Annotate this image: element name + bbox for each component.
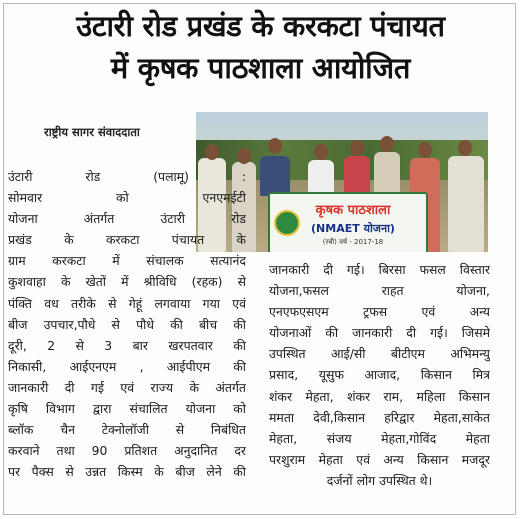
person-head	[205, 144, 219, 160]
column-line: उपस्थित आई/सी बीटीएम अभिमन्यु	[269, 346, 490, 362]
column-line: दर्जनों लोग उपस्थित थे।	[326, 472, 433, 488]
person-figure	[448, 156, 484, 252]
column-line: कुशवाहा के खेतों में श्रीविधि (रहक) से	[8, 274, 246, 290]
person-head	[380, 136, 394, 152]
column-line: कृषि विभाग द्वारा संचालित योजना को	[8, 401, 246, 417]
column-line: सोमवार को एनएमईटी	[8, 190, 246, 206]
banner-title: कृषक पाठशाला	[315, 203, 391, 218]
column-line: परशुराम मेहता एवं अन्य किसान मजदूर	[269, 451, 490, 467]
person-head	[350, 140, 364, 156]
column-line: योजना अंतर्गत उंटारी रोड	[8, 211, 246, 227]
person-figure	[308, 160, 334, 196]
column-line: उंटारी रोड (पलामू) :	[8, 169, 246, 184]
person-figure	[344, 156, 370, 196]
article-column-2	[269, 259, 490, 491]
column-line: पर पैक्स से उन्नत किस्म के बीज लेने की	[8, 464, 246, 480]
column-line: एनएफएसएम ट्रफस एवं अन्य	[269, 304, 490, 320]
column-line: मेहता, संजय मेहता,गोविंद मेहता	[269, 430, 490, 446]
column-line: जानकारी दी गई। बिरसा फसल विस्तार	[269, 262, 490, 277]
person-figure	[374, 152, 400, 196]
department-logo-icon	[274, 210, 300, 236]
krishak-pathshala-banner	[268, 192, 428, 252]
person-head	[458, 140, 472, 156]
column-line: योजना,फसल राहत योजना,	[269, 283, 490, 299]
column-line: दूरी, 2 से 3 बार खरपतवार की	[8, 337, 246, 353]
person-head	[314, 144, 328, 160]
headline-line-2: में कृषक पाठशाला आयोजित	[110, 51, 411, 85]
column-line: प्रसाद, यूसुफ आजाद, किसान मित्र	[269, 367, 490, 383]
person-head	[268, 138, 282, 154]
column-line: निकासी, आईएनएम , आईपीएम की	[8, 358, 246, 374]
person-head	[418, 142, 432, 158]
banner-subtitle: (NMAET योजना)	[311, 222, 395, 235]
headline-line-1: उंटारी रोड प्रखंड के करकटा पंचायत	[76, 9, 445, 43]
column-line: ब्लॉक चैन टेक्नोलॉजी से निबंधित	[8, 422, 246, 438]
column-line: करवाने तथा 90 प्रतिशत अनुदानित दर	[8, 443, 246, 459]
column-line: ग्राम करकटा में संचालक सत्यानंद	[8, 253, 246, 269]
byline: राष्ट्रीय सागर संवाददाता	[44, 125, 140, 139]
column-line: जानकारी दी गई एवं राज्य के अंतर्गत	[8, 379, 246, 395]
column-line: बीज उपचार,पौधे से पौधे की बीच की	[8, 316, 246, 332]
banner-small-text: (रबी) वर्ष - 2017-18	[322, 238, 384, 246]
column-line: शंकर मेहता, शंकर राम, महिला किसान	[269, 388, 490, 404]
column-line: पंक्ति वध तरीके से गेहूं लगवाया गया एवं	[8, 295, 246, 311]
person-figure	[260, 156, 290, 196]
article-column-1	[8, 166, 246, 482]
column-line: योजनाओं की जानकारी दी गई। जिसमे	[269, 325, 490, 341]
column-line: ममता देवी,किसान हरिद्वार मेहता,साकेत	[269, 409, 490, 425]
person-head	[237, 148, 251, 164]
column-line: प्रखंड के करकटा पंचायत के	[8, 232, 246, 248]
